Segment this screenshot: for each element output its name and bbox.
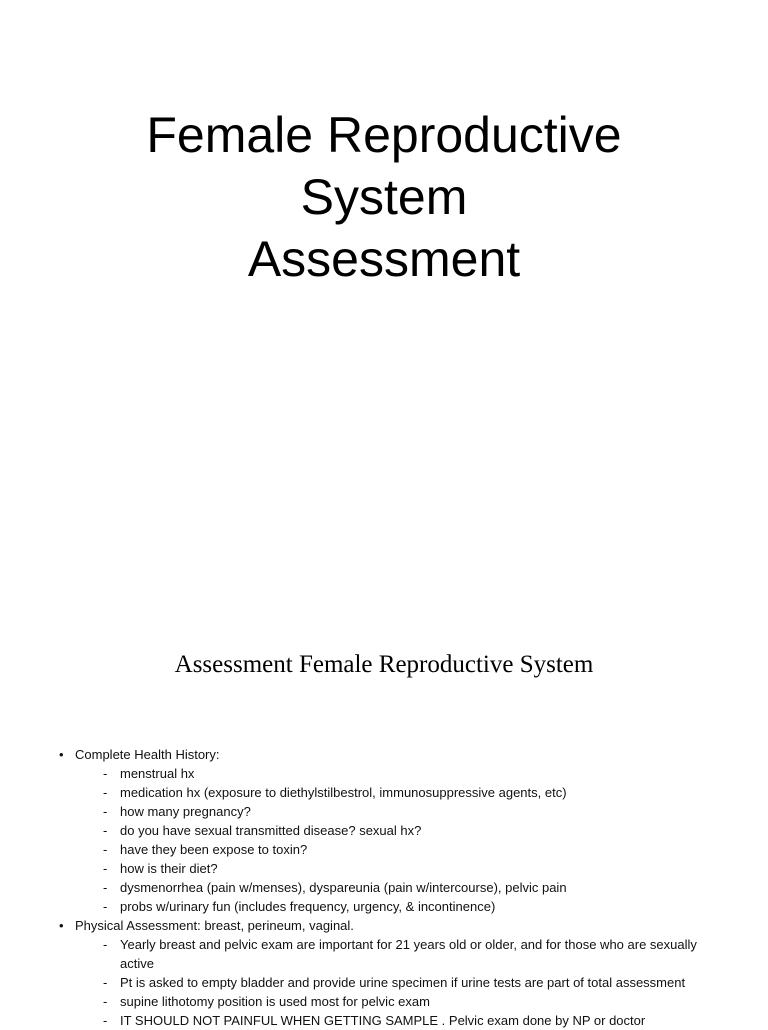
list-item: - dysmenorrhea (pain w/menses), dyspareunia (pain w/intercourse), pelvic pain xyxy=(101,878,716,897)
list-item: - IT SHOULD NOT PAINFUL WHEN GETTING SAMPLE . Pelvic exam done by NP or doctor xyxy=(101,1011,716,1030)
list-item: - menstrual hx xyxy=(101,764,716,783)
slide-1-title-line: Assessment xyxy=(247,231,521,287)
list-item: - Pt is asked to empty bladder and provide urine specimen if urine tests are part of total assessment xyxy=(101,973,716,992)
list-item: - Yearly breast and pelvic exam are important for 21 years old or older, and for those who are sexually active xyxy=(101,935,716,973)
slide-1-title-line: Female Reproductive xyxy=(146,107,622,163)
slide-1-title xyxy=(0,104,768,290)
section-heading: Complete Health History: xyxy=(75,747,220,762)
sub-list xyxy=(75,764,716,916)
list-item: - how many pregnancy? xyxy=(101,802,716,821)
sub-list xyxy=(75,935,716,1030)
slide-2-content xyxy=(56,745,716,1030)
section-physical-assessment xyxy=(56,916,716,1030)
list-item: - medication hx (exposure to diethylstilbestrol, immunosuppressive agents, etc) xyxy=(101,783,716,802)
list-item: - supine lithotomy position is used most for pelvic exam xyxy=(101,992,716,1011)
section-heading: Physical Assessment: breast, perineum, vaginal. xyxy=(75,918,354,933)
bullet-list xyxy=(56,745,716,1030)
slide-1-title-line: System xyxy=(300,169,468,225)
list-item: - do you have sexual transmitted disease? sexual hx? xyxy=(101,821,716,840)
slide-2-title: Assessment Female Reproductive System xyxy=(174,651,594,678)
list-item: - how is their diet? xyxy=(101,859,716,878)
section-health-history xyxy=(56,745,716,916)
list-item: - probs w/urinary fun (includes frequency, urgency, & incontinence) xyxy=(101,897,716,916)
list-item: - have they been expose to toxin? xyxy=(101,840,716,859)
